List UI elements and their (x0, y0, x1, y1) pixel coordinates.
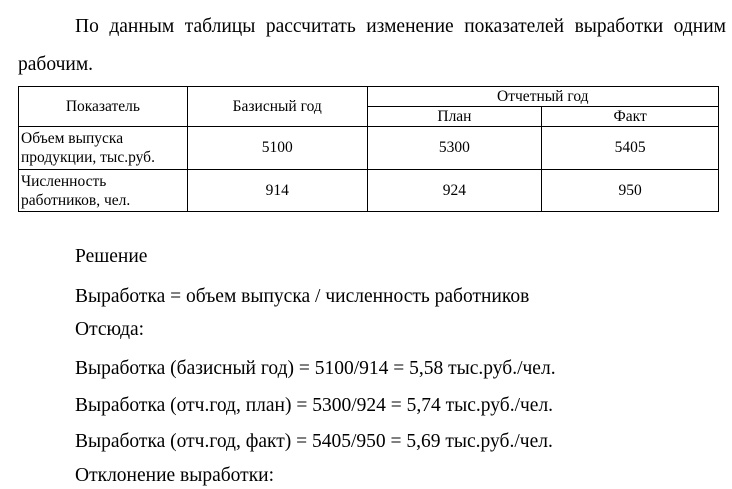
cell-headcount-base: 914 (187, 170, 367, 212)
calc-plan: Выработка (отч.год, план) = 5300/924 = 5,74 тыс.руб./чел. (75, 395, 554, 416)
solution-heading: Решение (75, 246, 148, 267)
row-label-headcount: Численность работников, чел. (19, 170, 188, 212)
task-statement (18, 8, 726, 84)
task-text: По данным таблицы рассчитать изменение показателей выработки одним рабочим. (18, 16, 726, 75)
header-fact: Факт (542, 107, 719, 127)
cell-output-base: 5100 (187, 127, 367, 170)
table-row (19, 127, 719, 170)
table-row (19, 170, 719, 212)
calc-base-year: Выработка (базисный год) = 5100/914 = 5,58 тыс.руб./чел. (75, 358, 556, 379)
formula-line: Выработка = объем выпуска / численность работников (75, 286, 530, 307)
header-base-year: Базисный год (187, 87, 367, 127)
header-row (19, 87, 719, 107)
row-label-output: Объем выпуска продукции, тыс.руб. (19, 127, 188, 170)
hence-line: Отсюда: (75, 319, 145, 340)
cell-headcount-plan: 924 (367, 170, 542, 212)
cell-output-plan: 5300 (367, 127, 542, 170)
cell-headcount-fact: 950 (542, 170, 719, 212)
deviation-line: Отклонение выработки: (75, 465, 275, 486)
header-plan: План (367, 107, 542, 127)
calc-fact: Выработка (отч.год, факт) = 5405/950 = 5,69 тыс.руб./чел. (75, 431, 553, 452)
header-report-year: Отчетный год (367, 87, 718, 107)
indicators-table (18, 86, 719, 212)
cell-output-fact: 5405 (542, 127, 719, 170)
header-indicator: Показатель (19, 87, 188, 127)
